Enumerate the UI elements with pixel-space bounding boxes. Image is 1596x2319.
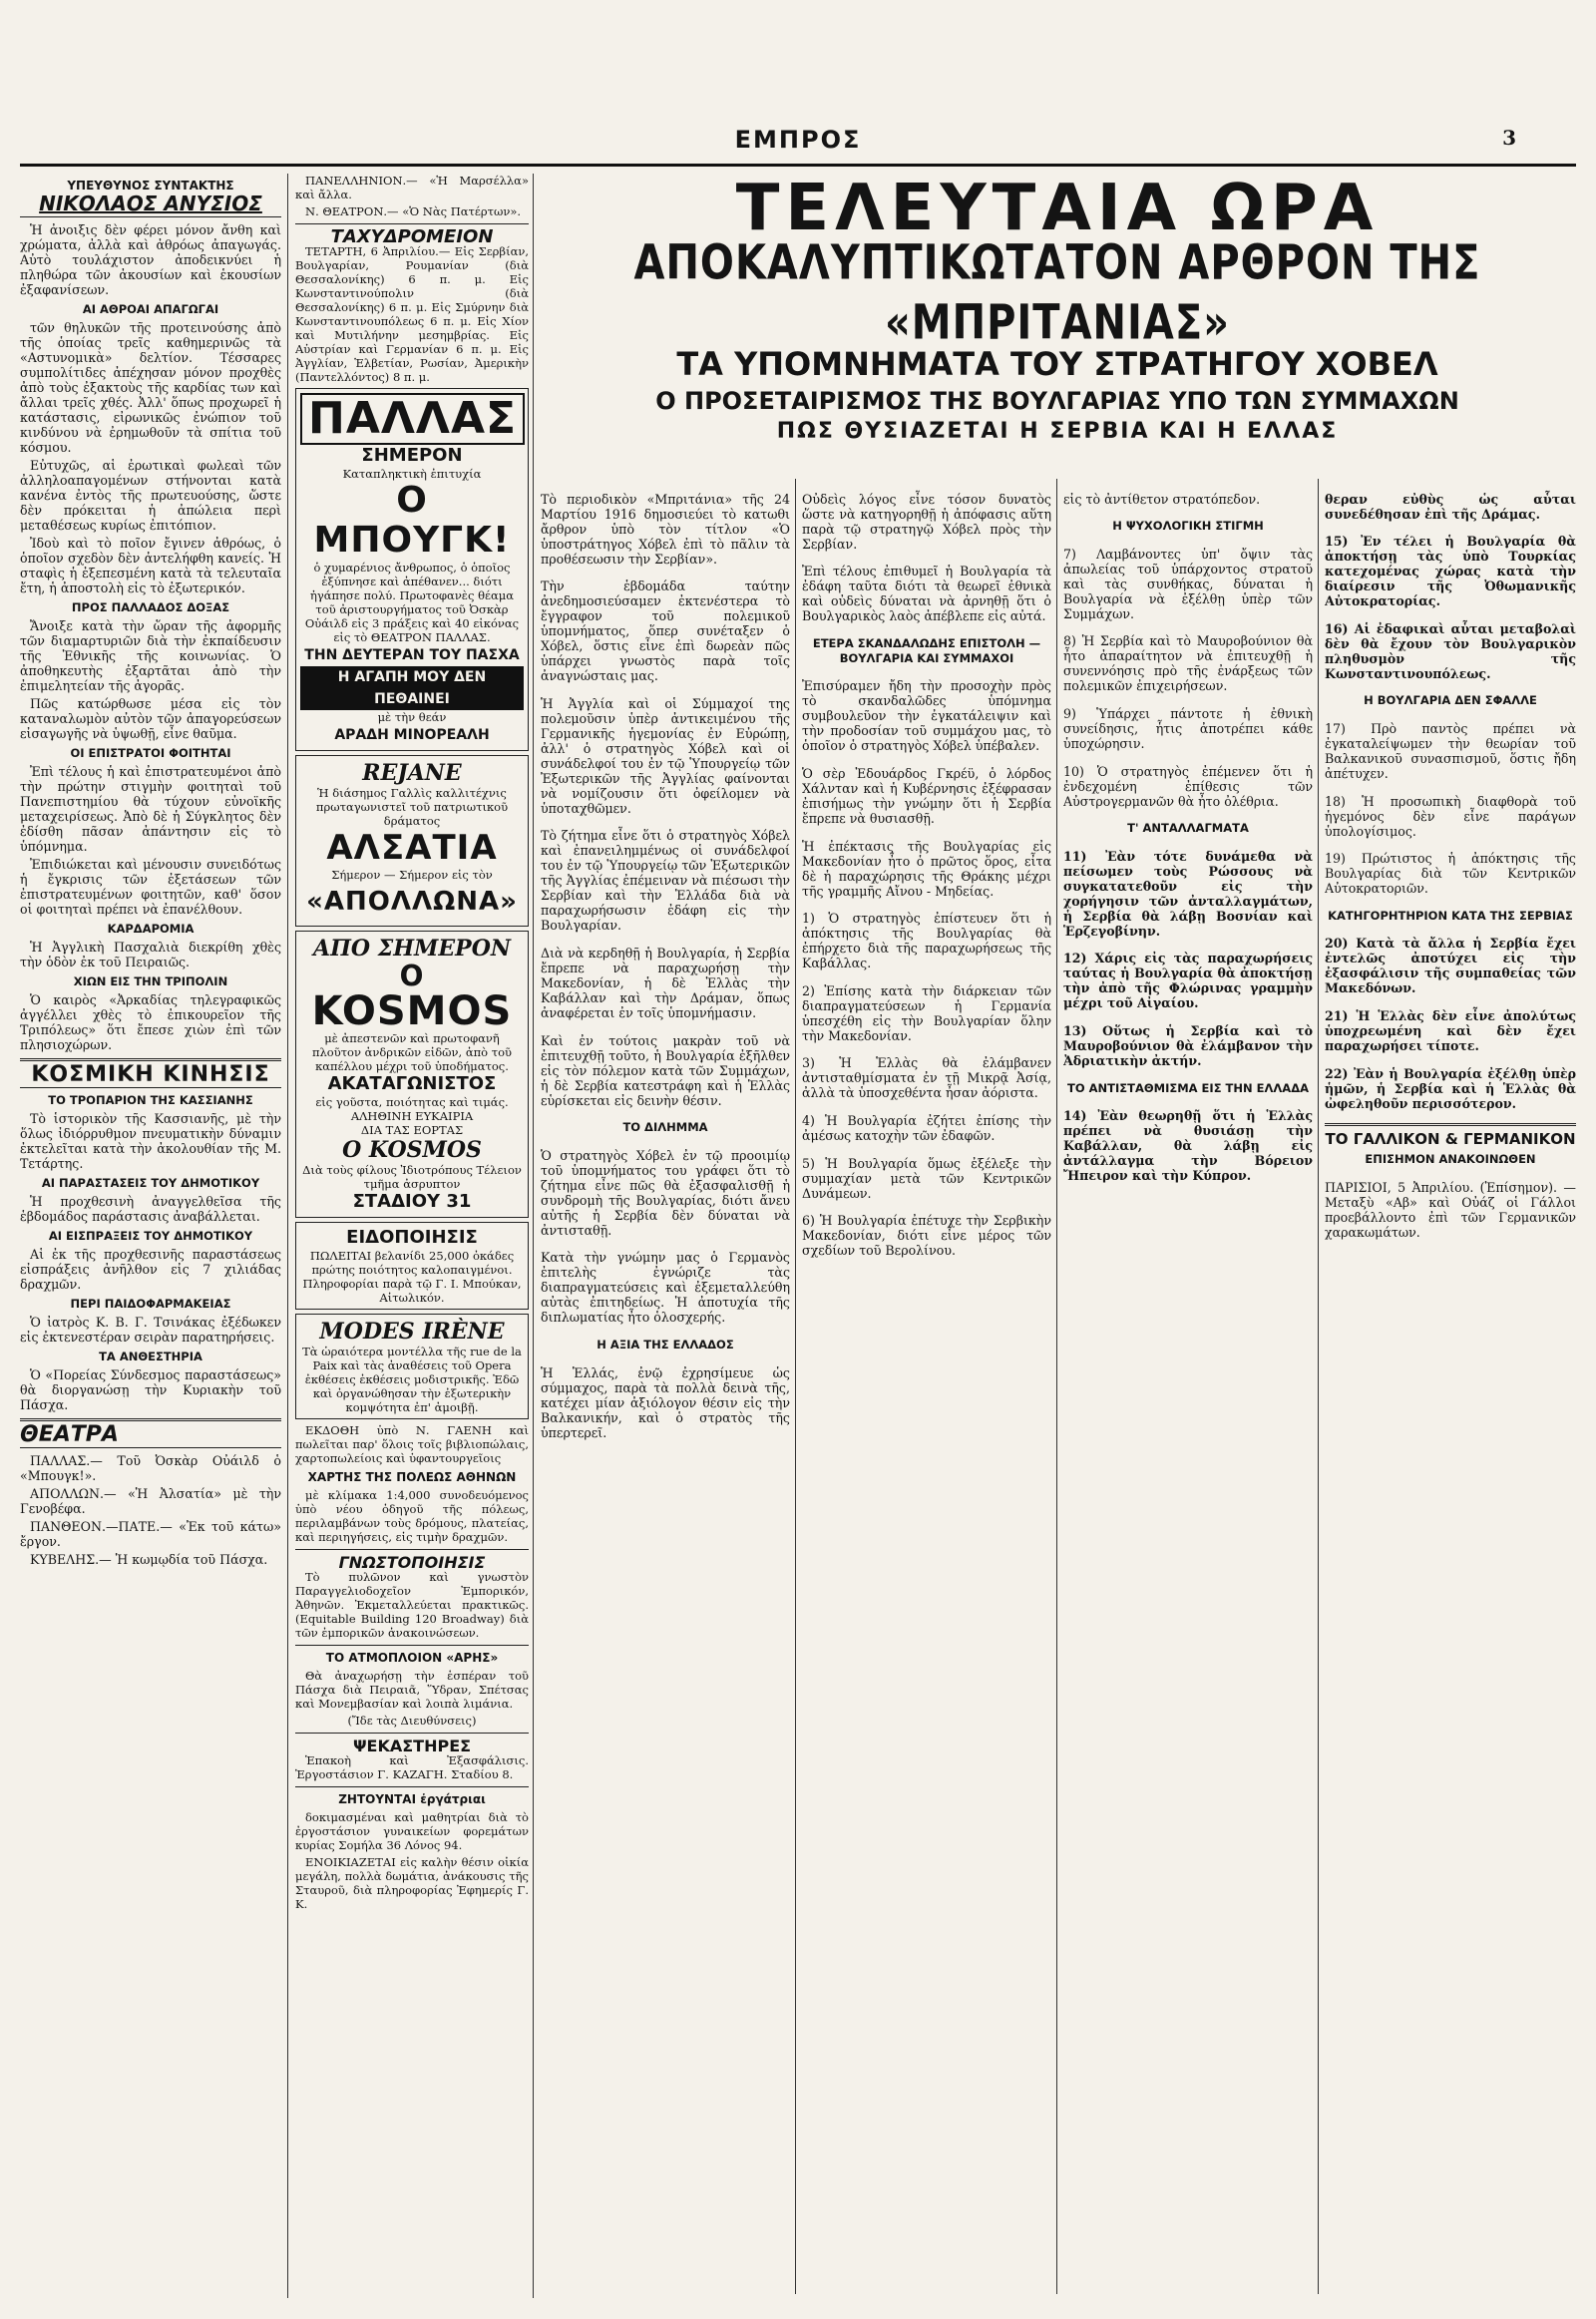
page-number: 3	[1502, 126, 1516, 150]
paragraph: 10) Ὁ στρατηγὸς ἐπέμενεν ὅτι ἡ ἐνδεχομένη ἐπίθεσις τῶν Αὐστρογερμανῶν θὰ ἦτο ὀλέθρια.	[1063, 763, 1313, 809]
newspaper-name: ΕΜΠΡΟΣ	[734, 126, 862, 154]
paragraph: Κατὰ τὴν γνώμην μας ὁ Γερμανὸς ἐπιτελὴς ἐγνώριζε τὰς διαπραγματεύσεις καὶ ἐξεμεταλλεύθη αὐτὰς ἐπιτηδείως. Ἡ ἀποτυχία τῆς διπλωματίας ἦτο ὁλοσχερής.	[541, 1250, 790, 1326]
paragraph: 2) Ἐπίσης κατὰ τὴν διάρκειαν τῶν διαπραγματεύσεων ἡ Γερμανία ὑπεσχέθη εἰς τὴν Βουλγαρίαν ὅλην τὴν Μακεδονίαν.	[802, 982, 1051, 1043]
editor-name: ΝΙΚΟΛΑΟΣ ΑΝΥΣΙΟΣ	[39, 192, 262, 215]
theatre-item: Ν. ΘΕΑΤΡΟΝ.— «Ὁ Νὰς Πατέρτων».	[305, 204, 522, 218]
paragraph: 21) Ἡ Ἑλλὰς δὲν εἶνε ἀπολύτως ὑποχρεωμένη καὶ δὲν ἔχει παραχωρήσει τίποτε.	[1325, 1007, 1576, 1053]
eidop-title: ΕΙΔΟΠΟΙΗΣΙΣ	[346, 1227, 478, 1248]
rent-text: ΕΝΟΙΚΙΑΖΕΤΑΙ εἰς καλὴν θέσιν οἰκία μεγάλη, πολλὰ δωμάτια, ἀνάκουσις τῆς Σταυροῦ, διὰ πληροφορίας Ἐφημερίς Γ. Κ.	[295, 1855, 529, 1911]
pallas-easter: ΤΗΝ ΔΕΥΤΕΡΑΝ ΤΟΥ ΠΑΣΧΑ	[304, 647, 520, 663]
o-letter: Ο	[399, 960, 425, 992]
paragraph: 9) Ὑπάρχει πάντοτε ἡ ἐθνικὴ συνείδησις, ἧτις ἀποτρέπει κάθε ὑποχώρησιν.	[1063, 705, 1313, 751]
section-heading: ΑΙ ΠΑΡΑΣΤΑΣΕΙΣ ΤΟΥ ΔΗΜΟΤΙΚΟΥ	[41, 1176, 260, 1190]
psek-text: Ἑπακοὴ καὶ Ἐξασφάλισις. Ἐργοστάσιον Γ. ΚΑΖΑΓΗ. Σταδίου 8.	[295, 1753, 529, 1781]
okosmos-text: Διὰ τοὺς φίλους Ἰδιοτρόπους Τέλειον τμῆμα ἀσρυπτον	[302, 1163, 522, 1191]
modes-title: MODES IRÈNE	[319, 1319, 505, 1345]
kosmos-text: μὲ ἀπεστενῶν καὶ πρωτοφανῆ πλοῦτον ἀνδρικῶν εἰδῶν, ἀπὸ τοῦ καπέλλου μέχρι τοῦ ὑποδήματος.	[311, 1031, 513, 1073]
paragraph: 18) Ἡ προσωπικὴ διαφθορὰ τοῦ ἡγεμόνος δὲν εἶνε παράγων ὑπολογίσιμος.	[1325, 793, 1576, 839]
section-heading: ΟΙ ΕΠΙΣΤΡΑΤΟΙ ΦΟΙΤΗΤΑΙ	[70, 746, 231, 760]
paragraph: Ἐπισύραμεν ἤδη τὴν προσοχὴν πρὸς τὸ σκανδαλῶδες ὑπόμνημα συμβουλεῦον τὴν ἐγκατάλειψιν καὶ τὴν προδοσίαν τοῦ συμμάχου μας, τὸ ὁποῖον ὁ στρατηγὸς Χόβελ ὑπέβαλεν.	[802, 678, 1051, 754]
article-column-5	[1063, 479, 1313, 2294]
pallas-show: Ο ΜΠΟΥΓΚ!	[313, 480, 511, 561]
gaeni-text: ΕΚΔΟΘΗ ὑπὸ Ν. ΓΑΕΝΗ καὶ πωλεῖται παρ' ὅλοις τοῖς βιβλιοπώλαις, χαρτοπωλείοις καὶ ὑφαντουργεῖοις	[295, 1423, 529, 1465]
headline-sub2: ΤΑ ΥΠΟΜΝΗΜΑΤΑ ΤΟΥ ΣΤΡΑΤΗΓΟΥ ΧΟΒΕΛ	[676, 345, 1438, 383]
masthead	[20, 120, 1576, 167]
paragraph: 6) Ἡ Βουλγαρία ἐπέτυχε τὴν Σερβικὴν Μακεδονίαν, διότι εἶνε μέρος τῶν σχεδίων τοῦ Βερολίνου.	[802, 1213, 1051, 1259]
section-heading: ΕΠΙΣΗΜΟΝ ΑΝΑΚΟΙΝΩΘΕΝ	[1365, 1152, 1536, 1167]
pallas-with: μὲ τὴν θεάν	[377, 710, 447, 724]
ship-title: ΤΟ ΑΤΜΟΠΛΟΙΟΝ «ΑΡΗΣ»	[325, 1651, 499, 1665]
section-heading: ΑΙ ΕΙΣΠΡΑΞΕΙΣ ΤΟΥ ΔΗΜΟΤΙΚΟΥ	[48, 1229, 253, 1243]
column-1	[20, 174, 281, 2298]
section-heading: ΤΟ ΓΑΛΛΙΚΟΝ & ΓΕΡΜΑΝΙΚΟΝ	[1325, 1130, 1576, 1149]
paragraph: Ὁ «Πορείας Σύνδεσμος παραστάσεως» θὰ διοργανώσῃ τὴν Κυριακὴν τοῦ Πάσχα.	[20, 1367, 281, 1412]
paragraph: Ἐπὶ τέλους ἡ καὶ ἐπιστρατευμένοι ἀπὸ τὴν πρώτην στιγμὴν φοιτηταὶ τοῦ Πανεπιστημίου θὰ τύχουν εὐνοϊκῆς μεταχειρίσεως. Ἀπὸ δὲ ἡ Σύγκλητος δὲν ἐδίσθη πᾶσαν ἀπάντησιν εἰς τὸ ὑπόμνημα.	[20, 764, 281, 854]
section-heading: ΚΑΤΗΓΟΡΗΤΗΡΙΟΝ ΚΑΤΑ ΤΗΣ ΣΕΡΒΙΑΣ	[1328, 908, 1573, 923]
map-title: ΧΑΡΤΗΣ ΤΗΣ ΠΟΛΕΩΣ ΑΘΗΝΩΝ	[307, 1470, 517, 1484]
workers-text: δοκιμασμέναι καὶ μαθητρίαι διὰ τὸ ἐργοστάσιον γυναικείων φορεμάτων κυρίας Σομήλα 36 Λόνος 94.	[295, 1810, 529, 1852]
gnost-title: ΓΝΩΣΤΟΠΟΙΗΣΙΣ	[338, 1553, 486, 1572]
theatra-title: ΘΕΑΤΡΑ	[20, 1422, 119, 1447]
eidop-text: ΠΩΛΕΙΤΑΙ βελανίδι 25,000 ὀκάδες πρώτης ποιότητος καλοπαιγμένοι. Πληροφορίαι παρὰ τῷ Γ. Ι. Μπούκαν, Αἰτωλικόν.	[302, 1249, 522, 1305]
theatre-item: ΠΑΛΛΑΣ.— Τοῦ Ὀσκὰρ Οὐάιλδ ὁ «Μπουγκ!».	[20, 1453, 281, 1483]
paragraph: Ὁ σὲρ Ἐδουάρδος Γκρέϋ, ὁ λόρδος Χάλνταν καὶ ἡ Κυβέρνησις ἐξέφρασαν ἐπισήμως τὴν γνώμην ὅτι ἡ Σερβία ἔπρεπε νὰ θυσιασθῇ.	[802, 765, 1051, 826]
column-2	[295, 174, 529, 2298]
kosmos-ad	[295, 931, 529, 1218]
paragraph: 17) Πρὸ παντὸς πρέπει νὰ ἐγκαταλείψωμεν τὴν θεωρίαν τοῦ Βαλκανικοῦ συνασπισμοῦ, ὅστις ἤδη ἀπέτυχεν.	[1325, 720, 1576, 781]
section-heading: ΠΕΡΙ ΠΑΙΔΟΦΑΡΜΑΚΕΙΑΣ	[70, 1297, 231, 1311]
section-heading: Η ΑΞΙΑ ΤΗΣ ΕΛΛΑΔΟΣ	[597, 1337, 734, 1352]
pallas-play: Η ΑΓΑΠΗ ΜΟΥ ΔΕΝ ΠΕΘΑΙΝΕΙ	[300, 666, 524, 710]
paragraph: 19) Πρώτιστος ἡ ἀπόκτησις τῆς Βουλγαρίας διὰ τῶν Κεντρικῶν Αὐτοκρατοριῶν.	[1325, 851, 1576, 897]
map-text: μὲ κλίμακα 1:4,000 συνοδευόμενος ὑπὸ νέου ὁδηγοῦ τῆς πόλεως, περιλαμβάνων τοὺς δρόμους, πλατείας, καὶ περιηγήσεις, εἰς τιμὴν δραχμῶν.	[295, 1488, 529, 1544]
section-heading: Η ΨΥΧΟΛΟΓΙΚΗ ΣΤΙΓΜΗ	[1112, 519, 1264, 534]
headline-block	[539, 174, 1576, 473]
apollona: «ΑΠΟΛΛΩΝΑ»	[306, 887, 518, 917]
paragraph: Διὰ νὰ κερδηθῇ ἡ Βουλγαρία, ἡ Σερβία ἔπρεπε νὰ παραχωρήσῃ τὴν Μακεδονίαν, ἡ δὲ Ἑλλὰς τὴν Καβάλλαν καὶ τὴν Δράμαν, ὅπως ἀναφέρεται ἐν τοῖς ὑπομνήμασιν.	[541, 945, 790, 1020]
pallas-desc: ὁ χυμαρένιος ἄνθρωπος, ὁ ὁποῖος ἐξύπνησε καὶ ἀπέθανεν... διότι ἠγάπησε πολύ. Πρωτοφανὲς θέαμα τοῦ ἀριστουργήματος τοῦ Ὀσκὰρ Οὐάιλδ εἰς 3 πράξεις καὶ 40 εἰκόνας εἰς τὸ ΘΕΑΤΡΟΝ ΠΑΛΛΑΣ.	[304, 561, 520, 644]
modes-text: Τὰ ὡραιότερα μοντέλλα τῆς rue de la Paix καὶ τὰς ἀναθέσεις τοῦ Opera ἐκθέσεις ἐκθέσεις μοδιστρικῆς. Ἐδῶ καὶ ὀργανώθησαν τὴν ἐξωτερικὴν κομψότητα ἐπ' ἀμοιβῇ.	[302, 1345, 522, 1414]
theatre-item: ΠΑΝΕΛΛΗΝΙΟΝ.— «Ἡ Μαρσέλλα» καὶ ἄλλα.	[295, 174, 529, 201]
section-heading: ΧΙΩΝ ΕΙΣ ΤΗΝ ΤΡΙΠΟΛΙΝ	[73, 974, 228, 988]
psek-title: ΨΕΚΑΣΤΗΡΕΣ	[352, 1737, 472, 1755]
paragraph: Ἐπὶ τέλους ἐπιθυμεῖ ἡ Βουλγαρία τὰ ἐδάφη ταῦτα διότι τὰ θεωρεῖ ἐθνικὰ καὶ οὐδεὶς δύναται νὰ ἀρνηθῇ ὅτι ὁ Βουλγαρικὸς λαὸς ἀπέβλεπε εἰς αὐτά.	[802, 564, 1051, 624]
section-heading: ΠΡΟΣ ΠΑΛΛΑΔΟΣ ΔΟΞΑΣ	[71, 600, 230, 614]
section-heading: ΑΙ ΑΘΡΟΑΙ ΑΠΑΓΩΓΑΙ	[82, 302, 219, 316]
paragraph: Ἰδοὺ καὶ τὸ ποῖον ἔγινεν ἀθρόως, ὁ ὁποῖον σχεδὸν δὲν ἀντελήφθη κανείς. Ἡ σταφὶς ἡ ἐξεπεσμένη κατὰ τὰ τελευταῖα ἔτη, ἡ ἀποστολὴ εἰς τὸ ἐξωτερικόν.	[20, 536, 281, 595]
pallas-ad	[295, 388, 529, 751]
section-heading: ΚΑΡΔΑΡΟΜΙΑ	[107, 922, 195, 936]
rejane-title: REJANE	[362, 760, 462, 786]
kosmos-title: KOSMOS	[311, 988, 513, 1034]
paragraph: Αἱ ἐκ τῆς προχθεσινῆς παραστάσεως εἰσπράξεις ἀνῆλθον εἰς 7 χιλιάδας δραχμῶν.	[20, 1247, 281, 1292]
section-heading: ΤΑ ΑΝΘΕΣΤΗΡΙΑ	[99, 1350, 202, 1363]
paragraph: Καὶ ἐν τούτοις μακρὰν τοῦ νὰ ἐπιτευχθῇ τοῦτο, ἡ Βουλγαρία ἐξῆλθεν εἰς τὸν πόλεμον κατὰ τῶν Συμμάχων, ἡ δὲ Σερβία κατεστράφη καὶ ἡ Ἑλλὰς εὑρίσκεται εἰς δεινὴν θέσιν.	[541, 1032, 790, 1108]
paragraph: 11) Ἐὰν τότε δυνάμεθα νὰ πείσωμεν τοὺς Ρώσσους νὰ συγκατατεθοῦν εἰς τὴν χορήγησιν τῶν ἀνταλλαγμάτων, ἡ Σερβία θὰ λάβῃ Βοσνίαν καὶ Ἑρζεγοβίνην.	[1063, 848, 1313, 939]
pallas-title: ΠΑΛΛΑΣ	[300, 393, 525, 445]
paragraph: 4) Ἡ Βουλγαρία ἐζήτει ἐπίσης τὴν ἀμέσως κατοχὴν τῶν ἐδαφῶν.	[802, 1112, 1051, 1143]
theatre-item: ΠΑΝΘΕΟΝ.—ΠΑΤΕ.— «Ἐκ τοῦ κάτω» ἔργον.	[20, 1519, 281, 1549]
paragraph: Τὸ ζήτημα εἶνε ὅτι ὁ στρατηγὸς Χόβελ καὶ ἐπανειλημμένως οἱ συνάδελφοί του ἐν τῷ Ὑπουργείῳ τῶν Ἐξωτερικῶν τῆς Ἀγγλίας ἐπέμειναν νὰ πιέσωσι τὴν Σερβίαν καὶ τὴν Ἑλλάδα διὰ νὰ παραχωρήσωσιν ἐδάφη εἰς τὴν Βουλγαρίαν.	[541, 828, 790, 934]
gnost-text: Τὸ πυλῶνον καὶ γνωστὸν Παραγγελιοδοχεῖον Ἐμπορικόν, Ἀθηνῶν. Ἐκμεταλλεύεται πρακτικῶς. (Equitable Building 120 Broadway) διὰ τῶν ἐμπορικῶν ἀνακοινώσεων.	[295, 1570, 529, 1640]
headline-main: ΤΕΛΕΥΤΑΙΑ ΩΡΑ	[735, 172, 1380, 245]
rejane-text: Ἡ διάσημος Γαλλὶς καλλιτέχνις πρωταγωνιστεῖ τοῦ πατριωτικοῦ δράματος	[315, 786, 509, 828]
paragraph: 3) Ἡ Ἑλλὰς θὰ ἐλάμβανεν ἀντισταθμίσματα ἐν τῇ Μικρᾷ Ἀσίᾳ, ἀλλὰ τὰ ὑποσχεθέντα ἦσαν ἀόριστα.	[802, 1055, 1051, 1101]
section-heading: ΤΟ ΔΙΛΗΜΜΑ	[622, 1120, 708, 1135]
section-heading: ΤΟ ΑΝΤΙΣΤΑΘΜΙΣΜΑ ΕΙΣ ΤΗΝ ΕΛΛΑΔΑ	[1066, 1080, 1310, 1095]
paragraph: Ὁ ἰατρὸς Κ. Β. Γ. Τσινάκας ἐξέδωκεν εἰς ἐκτενεστέραν σειρὰν παρατηρήσεις.	[20, 1315, 281, 1345]
paragraph: 8) Ἡ Σερβία καὶ τὸ Μαυροβούνιον θὰ ἦτο ἀπαραίτητον νὰ ἐπιτευχθῇ ἡ συνεννόησις πρὸ τῆς ἐνάρξεως τῶν πολεμικῶν ἐπιχειρήσεων.	[1063, 633, 1313, 694]
pallas-sub: ΣΗΜΕΡΟΝ	[361, 445, 463, 466]
paragraph: Ἐπιδιώκεται καὶ μένουσιν συνειδότως ἡ ἔγκρισις τῶν ἐξετάσεων τῶν ἐπιστρατευμένων φοιτητῶν, καθ' ὅσον οἱ φοιτηταὶ πρέπει νὰ ἐπανέλθουν.	[20, 857, 281, 917]
paragraph: Ἡ Ἀγγλικὴ Πασχαλιὰ διεκρίθη χθὲς τὴν ὁδὸν ἐκ τοῦ Πειραιῶς.	[20, 940, 281, 969]
headline-sub1: ΑΠΟΚΑΛΥΠΤΙΚΩΤΑΤΟΝ ΑΡΘΡΟΝ ΤΗΣ «ΜΠΡΙΤΑΝΙΑΣ»	[633, 235, 1481, 351]
section-heading: ΕΤΕΡΑ ΣΚΑΝΔΑΛΩΔΗΣ ΕΠΙΣΤΟΛΗ — ΒΟΥΛΓΑΡΙΑ ΚΑΙ ΣΥΜΜΑΧΟΙ	[812, 635, 1041, 665]
stadion: ΣΤΑΔΙΟΥ 31	[352, 1191, 472, 1212]
paragraph: Οὐδεὶς λόγος εἶνε τόσον δυνατὸς ὥστε νὰ κατηγορηθῇ ἡ ἀπόφασις αὕτη παρὰ τῷ στρατηγῷ Χόβελ πρὸς τὴν Σερβίαν.	[802, 491, 1051, 552]
post-text: ΤΕΤΑΡΤΗ, 6 Ἀπριλίου.— Εἰς Σερβίαν, Βουλγαρίαν, Ρουμανίαν (διὰ Θεσσαλονίκης) 6 π. μ. Εἰς Κωνσταντινούπολιν (διὰ Θεσσαλονίκης) 6 π. μ. Εἰς Σμύρνην διὰ Κωνσταντινουπόλεως 6 π. μ. Εἰς Χίον καὶ Μυτιλήνην μεσημβρίας. Εἰς Αὐστρίαν καὶ Γερμανίαν 6 π. μ. Εἰς Ἀγγλίαν, Ἑλβετίαν, Ρωσίαν, Ἀμερικὴν (Παντελλόντος) 8 π. μ.	[295, 244, 529, 384]
okosmos: Ο KOSMOS	[342, 1137, 482, 1163]
paragraph: Ὁ στρατηγὸς Χόβελ ἐν τῷ προοιμίῳ τοῦ ὑπομνήματος του γράφει ὅτι τὸ ζήτημα εἶνε πῶς θὰ ἐξασφαλισθῇ ἡ συνδρομὴ τῆς Βουλγαρίας, διότι ἄνευ αὐτῆς ἡ Σερβία δὲν δύναται νὰ ἀντισταθῇ.	[541, 1147, 790, 1238]
ship-text: Θὰ ἀναχωρήσῃ τὴν ἑσπέραν τοῦ Πάσχα διὰ Πειραιᾶ, Ὕδραν, Σπέτσας καὶ Μονεμβασίαν καὶ λοιπὰ λιμάνια.	[295, 1669, 529, 1711]
paragraph: 12) Χάρις εἰς τὰς παραχωρήσεις ταύτας ἡ Βουλγαρία θὰ ἀποκτήσῃ τὴν ἀπὸ τῆς Φλώρινας γραμμὴν μέχρι τοῦ Αἰγαίου.	[1063, 951, 1313, 1011]
paragraph: 1) Ὁ στρατηγὸς ἐπίστευεν ὅτι ἡ ἀπόκτησις τῆς Βουλγαρίας θὰ ἐπήρχετο διὰ τῆς παραχωρήσεως τῆς Καβάλλας.	[802, 911, 1051, 971]
paragraph: εἰς τὸ ἀντίθετον στρατόπεδον.	[1063, 491, 1261, 507]
paragraph: 22) Ἐὰν ἡ Βουλγαρία ἐξέλθῃ ὑπὲρ ἡμῶν, ἡ Σερβία καὶ ἡ Ἑλλὰς θὰ ὠφεληθοῦν περισσότερον.	[1325, 1065, 1576, 1111]
paragraph: Ἡ ἀνοιξις δὲν φέρει μόνον ἄνθη καὶ χρώματα, ἀλλὰ καὶ ἀθρόως ἀπαγωγάς. Αὐτὸ τουλάχιστον ἀποδεικνύει ἡ πληθώρα τῶν ἀκουσίων καὶ ἑκουσίων ἐξαφανίσεων.	[20, 222, 281, 297]
ship-note: (Ἴδε τὰς Διευθύνσεις)	[347, 1714, 477, 1728]
pallas-star: ΑΡΑΔΗ ΜΙΝΟΡΕΑΛΗ	[334, 727, 490, 743]
paragraph: 20) Κατὰ τὰ ἄλλα ἡ Σερβία ἔχει ἐντελῶς ἀποτύχει εἰς τὴν ἐξασφάλισιν τῆς συμπαθείας τῶν Μακεδόνων.	[1325, 936, 1576, 996]
akatagon: ΑΚΑΤΑΓΩΝΙΣΤΟΣ	[327, 1073, 497, 1094]
theatre-item: ΚΥΒΕΛΗΣ.— Ἡ κωμῳδία τοῦ Πάσχα.	[30, 1552, 268, 1567]
paragraph: τῶν θηλυκῶν τῆς προτεινούσης ἀπὸ τῆς ὁποίας τρεῖς καθημερινῶς τὰ «Αστυνομικὰ» δελτίον. Τέσσαρες συμπολίτιδες ἀπέχησαν μόνον προχθὲς ἀπὸ τοὺς ἐξακτοὺς τῆς καρδίας των καὶ ἄλλαι τρεῖς χθές. Ἀλλ' ὅπως προχωρεῖ ἡ κατάστασις, εἰρωνικῶς ἐνώπιον τοῦ κινδύνου νὰ ἐρημωθοῦν τὰ σπίτια τοῦ κόσμου.	[20, 320, 281, 455]
editor-label: ΥΠΕΥΘΥΝΟΣ ΣΥΝΤΑΚΤΗΣ	[67, 179, 234, 193]
paragraph: Ἡ προχθεσινὴ ἀναγγελθεῖσα τῆς ἑβδομάδος παράστασις ἀναβάλλεται.	[20, 1194, 281, 1224]
section-heading: Τ' ΑΝΤΑΛΛΑΓΜΑΤΑ	[1127, 821, 1249, 836]
paragraph: Ὁ καιρὸς «Ἀρκαδίας τηλεγραφικῶς ἀγγέλλει χθὲς τὸ ἐπικουρεῖον τῆς Τριπόλεως» ὅτι ἔπεσε χιὼν ἐπὶ τῶν πλησιοχώρων.	[20, 992, 281, 1052]
paragraph: 5) Ἡ Βουλγαρία ὅμως ἐξέλεξε τὴν συμμαχίαν μετὰ τῶν Κεντρικῶν Δυνάμεων.	[802, 1155, 1051, 1201]
article-column-3	[541, 479, 790, 2294]
newspaper-page	[20, 120, 1576, 2304]
paragraph: 13) Οὕτως ἡ Σερβία καὶ τὸ Μαυροβούνιον θὰ ἐλάμβανον τὴν Ἀδριατικὴν ἀκτήν.	[1063, 1022, 1313, 1068]
paragraph: Τὸ ἱστορικὸν τῆς Κασσιανῆς, μὲ τὴν ὅλως ἰδιόρρυθμον πνευματικὴν δύναμιν ἐκτελεῖται κατὰ τὴν ἀκολουθίαν τῆς Μ. Τετάρτης.	[20, 1111, 281, 1171]
alsatia-text: Σήμερον — Σήμερον εἰς τὸν	[331, 868, 493, 882]
headline-sub3: Ο ΠΡΟΣΕΤΑΙΡΙΣΜΟΣ ΤΗΣ ΒΟΥΛΓΑΡΙΑΣ ΥΠΟ ΤΩΝ ΣΥΜΜΑΧΩΝ	[655, 387, 1459, 415]
paragraph: 16) Αἱ ἐδαφικαὶ αὗται μεταβολαὶ δὲν θὰ ἔχουν τὸν Βουλγαρικὸν πληθυσμὸν τῆς Κωνσταντινουπόλεως.	[1325, 620, 1576, 681]
paragraph: Ἄνοιξε κατὰ τὴν ὥραν τῆς ἀφορμῆς τῶν διαμαρτυριῶν διὰ τὴν ἐκπαίδευσιν τῆς Ἐθνικῆς τῆς κοινωνίας. Ὁ ἀποθηκευτὴς ἐξαρτᾶται ἀπὸ τὴν ἐπιμελητείαν τῆς ἀγορᾶς.	[20, 618, 281, 693]
paragraph: Εὐτυχῶς, αἱ ἐρωτικαὶ φωλεαὶ τῶν ἀλληλοαπαγομένων στήνονται κατὰ κανένα ἐντὸς τῆς πρωτευούσης, ὥστε δὲν πρόκειται ἡ ἀπώλεια περὶ μεταθέσεως κυρίως ἐπιτόπιον.	[20, 458, 281, 533]
akatagon-note: ΔΙΑ ΤΑΣ ΕΟΡΤΑΣ	[360, 1123, 464, 1137]
paragraph: Ἡ Ἑλλάς, ἐνῷ ἐχρησίμευε ὡς σύμμαχος, παρὰ τὰ πολλὰ δεινὰ τῆς, κατέχει μίαν ἀξιόλογον θέσιν εἰς τὴν Βαλκανικήν, καὶ ὁ στρατὸς τῆς ὑπερτερεῖ.	[541, 1364, 790, 1440]
paragraph: Ἡ ἐπέκτασις τῆς Βουλγαρίας εἰς Μακεδονίαν ἦτο ὁ πρῶτος ὅρος, εἶτα δὲ ἡ παραχώρησις τῆς Θράκης μέχρι τῆς γραμμῆς Αἴνου - Μηδείας.	[802, 838, 1051, 899]
paragraph: 14) Ἐὰν θεωρηθῇ ὅτι ἡ Ἑλλὰς πρέπει νὰ θυσιάσῃ τὴν Καβάλλαν, θὰ λάβῃ εἰς ἀντάλλαγμα τὴν Βόρειον Ἤπειρον καὶ τὴν Κύπρον.	[1063, 1108, 1313, 1184]
workers-title: ΖΗΤΟΥΝΤΑΙ ἐργάτριαι	[338, 1792, 486, 1806]
eidop-ad	[295, 1222, 529, 1310]
modes-ad	[295, 1314, 529, 1419]
alsatia-title: ΑΛΣΑΤΙΑ	[326, 828, 498, 868]
paragraph: Τὸ περιοδικὸν «Μπριτάνια» τῆς 24 Μαρτίου 1916 δημοσιεύει τὸ κατωθι ἄρθρον ὑπὸ τὸν τίτλον «Ὁ ὑποστράτηγος Χόβελ ἐπὶ τὸ πᾶλιν τὰ προθέσεωσιν τὴν Σερβίαν».	[541, 491, 790, 567]
section-heading: ΤΟ ΤΡΟΠΑΡΙΟΝ ΤΗΣ ΚΑΣΣΙΑΝΗΣ	[48, 1093, 253, 1107]
headline-sub4: ΠΩΣ ΘΥΣΙΑΖΕΤΑΙ Η ΣΕΡΒΙΑ ΚΑΙ Η ΕΛΛΑΣ	[776, 419, 1339, 444]
paragraph: Πῶς κατώρθωσε μέσα εἰς τὸν καταναλωμὸν αὐτὸν τῶν ἀπαγορεύσεων εἰσαγωγῆς νὰ ὑψωθῇ, εἶνε θαῦμα.	[20, 696, 281, 741]
paragraph: 7) Λαμβάνοντες ὑπ' ὄψιν τὰς ἀπωλείας τοῦ ὑπάρχοντος στρατοῦ καὶ τὰς συνθήκας, δύναται ἡ Βουλγαρία νὰ ἐξέλθῃ ὑπὲρ τῶν Συμμάχων.	[1063, 546, 1313, 621]
paragraph: θεραν εὐθὺς ὡς αὗται συνεδέθησαν ἐπὶ τῆς Δράμας.	[1325, 491, 1576, 522]
paragraph: ΠΑΡΙΣΙΟΙ, 5 Ἀπριλίου. (Ἐπίσημον). — Μεταξὺ «Αβ» καὶ Οὐάζ οἱ Γάλλοι προεβάλλοντο ἐπὶ τῶν Γερμανικῶν χαρακωμάτων.	[1325, 1179, 1576, 1240]
paragraph: Τὴν ἑβδομάδα ταύτην ἀνεδημοσιεύσαμεν ἐκτενέστερα τὸ ἔγγραφον τοῦ πολεμικοῦ ὑπομνήματος, ὅπερ συνέταξεν ὁ Χόβελ, ὅστις εἶνε ἐπὶ δωρεὰν πῶς ὑπάρχει γνωστὸς παρὰ τοῖς ἀναγνώσταις μας.	[541, 579, 790, 684]
from-today: ΑΠΟ ΣΗΜΕΡΟΝ	[313, 936, 511, 962]
akatagon-text: εἰς γοῦστα, ποιότητας καὶ τιμάς. ΑΛΗΘΙΝΗ ΕΥΚΑΙΡΙΑ	[315, 1095, 509, 1123]
rejane-ad	[295, 755, 529, 927]
section-heading: Η ΒΟΥΛΓΑΡΙΑ ΔΕΝ ΣΦΑΛΛΕ	[1364, 693, 1537, 708]
post-title: ΤΑΧΥΔΡΟΜΕΙΟΝ	[330, 226, 494, 247]
kosmiki-title: ΚΟΣΜΙΚΗ ΚΙΝΗΣΙΣ	[31, 1062, 270, 1087]
paragraph: Ἡ Ἀγγλία καὶ οἱ Σύμμαχοί της πολεμοῦσιν ὑπὲρ ἀντικειμένου τῆς Γερμανικῆς ἡγεμονίας ἐν Εὐρώπῃ, ἀλλ' ὁ στρατηγὸς Χόβελ καὶ οἱ συνάδελφοί του ἐν τῷ Ὑπουργείῳ τῶν Ἐξωτερικῶν τῆς Ἀγγλίας φαίνονται νὰ νομίζουσιν ὅτι ὀφείλομεν νὰ ὑποταχθῶμεν.	[541, 695, 790, 816]
article-column-4	[802, 479, 1051, 2294]
paragraph: 15) Ἐν τέλει ἡ Βουλγαρία θὰ ἀποκτήσῃ τὰς ὑπὸ Τουρκίας κατεχομένας χώρας κατὰ τὴν διαίρεσιν τῆς Ὀθωμανικῆς Αὐτοκρατορίας.	[1325, 534, 1576, 609]
theatre-item: ΑΠΟΛΛΩΝ.— «Ἡ Ἀλσατία» μὲ τὴν Γενοβέφα.	[20, 1486, 281, 1516]
article-column-6	[1325, 479, 1576, 2294]
pallas-note: Καταπληκτικὴ ἐπιτυχία	[342, 467, 482, 481]
